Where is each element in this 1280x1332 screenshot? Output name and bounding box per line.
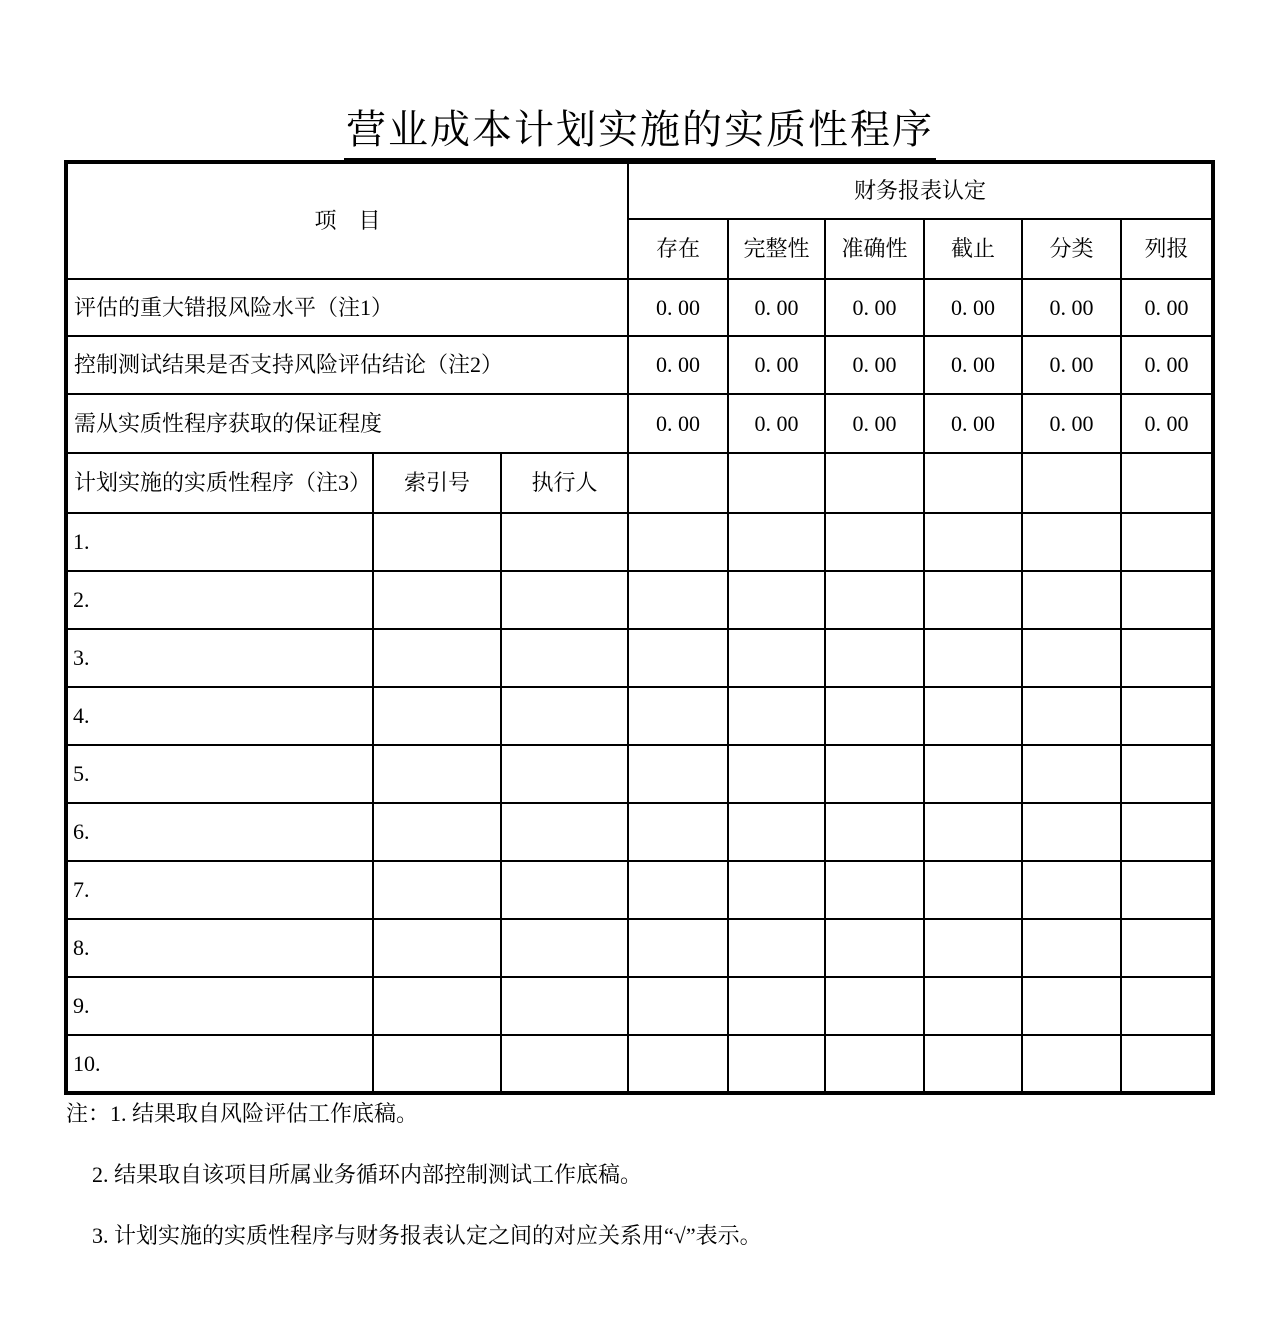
executor-cell: [501, 977, 628, 1035]
assertion-cell-empty: [825, 745, 924, 803]
value-cell: 0. 00: [628, 279, 728, 336]
procedure-row-8: [66, 919, 1213, 977]
value-cell: 0. 00: [1022, 336, 1121, 394]
assertion-cell-empty: [1121, 453, 1213, 513]
procedure-row-6: [66, 803, 1213, 861]
index-number-cell: [373, 977, 501, 1035]
assertion-cell-empty: [1022, 977, 1121, 1035]
value-cell: 0. 00: [728, 336, 825, 394]
assertion-cell-empty: [1022, 1035, 1121, 1093]
index-number-cell: [373, 919, 501, 977]
assertion-cell-empty: [628, 977, 728, 1035]
assertion-cell-empty: [1022, 571, 1121, 629]
procedure-number-cell: 4.: [66, 687, 373, 745]
assertion-cell-empty: [1022, 513, 1121, 571]
assertion-cell-empty: [628, 919, 728, 977]
assertion-cell-empty: [825, 977, 924, 1035]
assertion-cell-empty: [1121, 919, 1213, 977]
assertion-cell-empty: [1022, 861, 1121, 919]
assertion-cell-empty: [1121, 571, 1213, 629]
procedure-column-header: 计划实施的实质性程序（注3）: [66, 453, 373, 513]
footnote-1: 注：1. 结果取自风险评估工作底稿。: [66, 1101, 419, 1126]
executor-cell: [501, 861, 628, 919]
procedure-number-cell: 2.: [66, 571, 373, 629]
substantive-procedures-table: [64, 160, 1215, 1095]
assertion-cell-empty: [1022, 745, 1121, 803]
item-column-header: 项 目: [66, 162, 628, 279]
assertion-cell-empty: [728, 745, 825, 803]
footnote-2: 2. 结果取自该项目所属业务循环内部控制测试工作底稿。: [92, 1162, 643, 1187]
value-cell: 0. 00: [825, 279, 924, 336]
assertion-cell-empty: [1121, 687, 1213, 745]
executor-cell: [501, 803, 628, 861]
assertion-cell-empty: [728, 571, 825, 629]
assertion-cell-empty: [728, 803, 825, 861]
index-number-cell: [373, 745, 501, 803]
assertion-cell-empty: [825, 1035, 924, 1093]
index-number-cell: [373, 687, 501, 745]
header-row-assertions-group: [66, 162, 1213, 219]
procedure-row-3: [66, 629, 1213, 687]
assertion-cell-empty: [1121, 745, 1213, 803]
assertion-cell-empty: [728, 629, 825, 687]
assertions-group-header: 财务报表认定: [628, 162, 1213, 219]
procedure-number-cell: 7.: [66, 861, 373, 919]
assertion-cell-empty: [924, 453, 1022, 513]
assertion-cell-empty: [628, 1035, 728, 1093]
index-number-cell: [373, 629, 501, 687]
value-cell: 0. 00: [1022, 279, 1121, 336]
assertion-cell-empty: [1121, 513, 1213, 571]
assertion-cell-empty: [825, 687, 924, 745]
row-label: 需从实质性程序获取的保证程度: [66, 394, 628, 453]
assertion-cell-empty: [825, 861, 924, 919]
column-header-accuracy: 准确性: [825, 219, 924, 279]
assertion-cell-empty: [1022, 629, 1121, 687]
procedure-number-cell: 6.: [66, 803, 373, 861]
value-cell: 0. 00: [924, 394, 1022, 453]
procedure-row-7: [66, 861, 1213, 919]
executor-column-header: 执行人: [501, 453, 628, 513]
column-header-classification: 分类: [1022, 219, 1121, 279]
row-control-test-support: [66, 336, 1213, 394]
procedure-row-2: [66, 571, 1213, 629]
assertion-cell-empty: [1022, 803, 1121, 861]
assertion-cell-empty: [1022, 919, 1121, 977]
executor-cell: [501, 571, 628, 629]
assertion-cell-empty: [1121, 1035, 1213, 1093]
assertion-cell-empty: [825, 453, 924, 513]
procedure-row-10: [66, 1035, 1213, 1093]
assertion-cell-empty: [628, 453, 728, 513]
value-cell: 0. 00: [1121, 336, 1213, 394]
executor-cell: [501, 745, 628, 803]
assertion-cell-empty: [1121, 977, 1213, 1035]
assertion-cell-empty: [825, 571, 924, 629]
assertion-cell-empty: [728, 513, 825, 571]
assertion-cell-empty: [924, 803, 1022, 861]
index-number-cell: [373, 513, 501, 571]
row-procedure-subheader: [66, 453, 1213, 513]
index-number-cell: [373, 861, 501, 919]
procedure-number-cell: 5.: [66, 745, 373, 803]
value-cell: 0. 00: [628, 394, 728, 453]
procedure-number-cell: 8.: [66, 919, 373, 977]
assertion-cell-empty: [628, 803, 728, 861]
row-assurance-from-substantive: [66, 394, 1213, 453]
assertion-cell-empty: [1022, 687, 1121, 745]
procedure-row-4: [66, 687, 1213, 745]
procedure-number-cell: 10.: [66, 1035, 373, 1093]
footnotes: [66, 1099, 1216, 1282]
index-number-cell: [373, 1035, 501, 1093]
column-header-completeness: 完整性: [728, 219, 825, 279]
value-cell: 0. 00: [1121, 394, 1213, 453]
row-label: 控制测试结果是否支持风险评估结论（注2）: [66, 336, 628, 394]
assertion-cell-empty: [924, 687, 1022, 745]
assertion-cell-empty: [1121, 629, 1213, 687]
column-header-existence: 存在: [628, 219, 728, 279]
page-title: [0, 98, 1280, 161]
column-header-cutoff: 截止: [924, 219, 1022, 279]
footnote-3: 3. 计划实施的实质性程序与财务报表认定之间的对应关系用“√”表示。: [92, 1223, 762, 1248]
page-title-text: 营业成本计划实施的实质性程序: [344, 98, 936, 161]
assertion-cell-empty: [728, 687, 825, 745]
assertion-cell-empty: [728, 1035, 825, 1093]
index-number-column-header: 索引号: [373, 453, 501, 513]
value-cell: 0. 00: [728, 279, 825, 336]
procedure-number-cell: 9.: [66, 977, 373, 1035]
procedure-row-5: [66, 745, 1213, 803]
executor-cell: [501, 687, 628, 745]
assertion-cell-empty: [924, 745, 1022, 803]
assertion-cell-empty: [628, 861, 728, 919]
assertion-cell-empty: [924, 1035, 1022, 1093]
assertion-cell-empty: [924, 977, 1022, 1035]
procedure-row-9: [66, 977, 1213, 1035]
index-number-cell: [373, 803, 501, 861]
assertion-cell-empty: [728, 861, 825, 919]
value-cell: 0. 00: [1022, 394, 1121, 453]
value-cell: 0. 00: [825, 336, 924, 394]
assertion-cell-empty: [628, 571, 728, 629]
assertion-cell-empty: [825, 629, 924, 687]
assertion-cell-empty: [924, 571, 1022, 629]
assertion-cell-empty: [1022, 453, 1121, 513]
value-cell: 0. 00: [825, 394, 924, 453]
column-header-presentation: 列报: [1121, 219, 1213, 279]
executor-cell: [501, 629, 628, 687]
assertion-cell-empty: [825, 919, 924, 977]
executor-cell: [501, 1035, 628, 1093]
procedure-number-cell: 3.: [66, 629, 373, 687]
assertion-cell-empty: [1121, 861, 1213, 919]
procedure-number-cell: 1.: [66, 513, 373, 571]
assertion-cell-empty: [924, 629, 1022, 687]
assertion-cell-empty: [728, 919, 825, 977]
assertion-cell-empty: [924, 919, 1022, 977]
assertion-cell-empty: [924, 861, 1022, 919]
executor-cell: [501, 513, 628, 571]
assertion-cell-empty: [628, 513, 728, 571]
value-cell: 0. 00: [924, 336, 1022, 394]
executor-cell: [501, 919, 628, 977]
value-cell: 0. 00: [728, 394, 825, 453]
value-cell: 0. 00: [628, 336, 728, 394]
row-assessed-misstatement-risk: [66, 279, 1213, 336]
value-cell: 0. 00: [924, 279, 1022, 336]
assertion-cell-empty: [628, 629, 728, 687]
assertion-cell-empty: [1121, 803, 1213, 861]
value-cell: 0. 00: [1121, 279, 1213, 336]
assertion-cell-empty: [728, 453, 825, 513]
procedure-row-1: [66, 513, 1213, 571]
assertion-cell-empty: [825, 803, 924, 861]
assertion-cell-empty: [924, 513, 1022, 571]
assertion-cell-empty: [628, 745, 728, 803]
row-label: 评估的重大错报风险水平（注1）: [66, 279, 628, 336]
assertion-cell-empty: [825, 513, 924, 571]
assertion-cell-empty: [628, 687, 728, 745]
assertion-cell-empty: [728, 977, 825, 1035]
index-number-cell: [373, 571, 501, 629]
